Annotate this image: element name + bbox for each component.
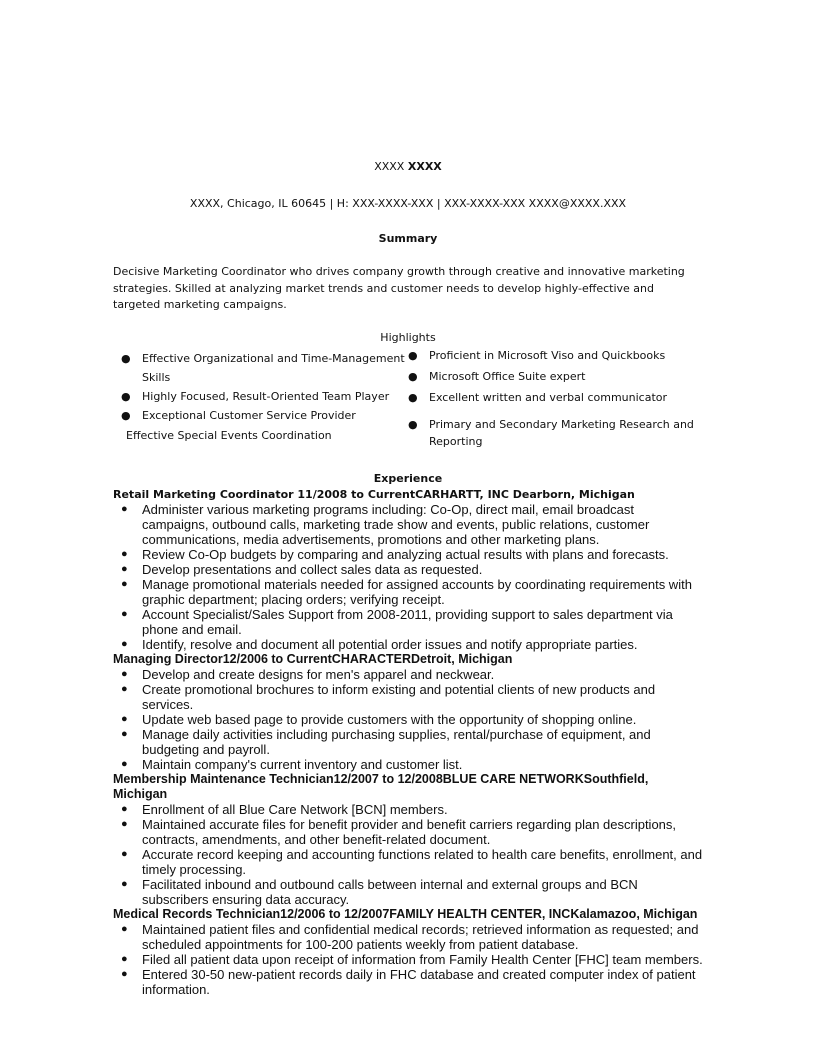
- bullet-icon: ●: [121, 390, 131, 403]
- duty-text: Maintained accurate files for benefit provider and benefit carriers regarding plan descriptions, contracts, amendments, and other benefit-related document.: [142, 817, 677, 847]
- highlight-item: [121, 349, 406, 387]
- candidate-name: [0, 160, 816, 173]
- highlight-plain: Effective Special Events Coordination: [126, 429, 332, 442]
- highlight-text: Excellent written and verbal communicator: [429, 391, 668, 404]
- job-entry: [113, 652, 703, 772]
- highlight-item: [121, 406, 406, 425]
- bullet-icon: ●: [121, 713, 128, 725]
- job-duties: [113, 802, 703, 907]
- duty-text: Filed all patient data upon receipt of information from Family Health Center [FHC] team members.: [142, 952, 703, 967]
- duty-item: [113, 712, 703, 727]
- job-duties: [113, 922, 703, 997]
- bullet-icon: ●: [121, 668, 128, 680]
- bullet-icon: ●: [121, 803, 128, 815]
- duty-item: [113, 967, 703, 997]
- duty-item: [113, 817, 703, 847]
- duty-item: [113, 727, 703, 757]
- duty-text: Maintained patient files and confidential medical records; retrieved information as requested; and scheduled appointments for 100-200 patients weekly from patient database.: [142, 922, 699, 952]
- bullet-icon: ●: [121, 352, 131, 365]
- duty-text: Develop and create designs for men's apparel and neckwear.: [142, 667, 495, 682]
- duty-text: Manage promotional materials needed for assigned accounts by coordinating requirements with graphic department; placing orders; verifying receipt.: [142, 577, 692, 607]
- highlights-left-column: [121, 349, 406, 425]
- job-entry: [113, 772, 703, 907]
- duty-item: [113, 682, 703, 712]
- highlights-right-column: [408, 347, 698, 454]
- highlight-text: Primary and Secondary Marketing Research and Reporting: [429, 418, 694, 448]
- duty-item: [113, 757, 703, 772]
- duty-item: [113, 607, 703, 637]
- bullet-icon: ●: [121, 848, 128, 860]
- bullet-icon: ●: [121, 409, 131, 422]
- highlight-text: Exceptional Customer Service Provider: [142, 409, 356, 422]
- job-title: Retail Marketing Coordinator 11/2008 to CurrentCARHARTT, INC Dearborn, Michigan: [113, 488, 635, 501]
- highlight-text: Proficient in Microsoft Viso and Quickbooks: [429, 349, 666, 362]
- first-name: XXXX: [374, 160, 405, 173]
- bullet-icon: ●: [121, 683, 128, 695]
- duty-item: [113, 577, 703, 607]
- duty-item: [113, 802, 703, 817]
- last-name: XXXX: [407, 160, 442, 173]
- bullet-icon: ●: [121, 638, 128, 650]
- job-title: Managing Director12/2006 to CurrentCHARACTERDetroit, Michigan: [113, 652, 513, 666]
- bullet-icon: ●: [408, 349, 418, 362]
- duty-text: Develop presentations and collect sales data as requested.: [142, 562, 483, 577]
- job-duties: [113, 502, 703, 652]
- bullet-icon: ●: [121, 563, 128, 575]
- highlight-item: [408, 347, 698, 364]
- duty-item: [113, 562, 703, 577]
- duty-text: Review Co-Op budgets by comparing and analyzing actual results with plans and forecasts.: [142, 547, 669, 562]
- bullet-icon: ●: [121, 608, 128, 620]
- contact-line: XXXX, Chicago, IL 60645 | H: XXX-XXXX-XXX | XXX-XXXX-XXX XXXX@XXXX.XXX: [189, 197, 627, 210]
- duty-item: [113, 637, 703, 652]
- duty-text: Manage daily activities including purchasing supplies, rental/purchase of equipment, and budgeting and payroll.: [142, 727, 651, 757]
- bullet-icon: ●: [121, 548, 128, 560]
- job-entry: [113, 907, 703, 997]
- job-title: Membership Maintenance Technician12/2007 to 12/2008BLUE CARE NETWORKSouthfield, Michigan: [113, 772, 649, 801]
- duty-text: Account Specialist/Sales Support from 2008-2011, providing support to sales department via phone and email.: [142, 607, 673, 637]
- highlight-text: Microsoft Office Suite expert: [429, 370, 586, 383]
- duty-text: Create promotional brochures to inform existing and potential clients of new products and services.: [142, 682, 656, 712]
- duty-text: Facilitated inbound and outbound calls between internal and external groups and BCN subscribers ensuring data accuracy.: [142, 877, 638, 907]
- duty-text: Update web based page to provide customers with the opportunity of shopping online.: [142, 712, 637, 727]
- duty-item: [113, 877, 703, 907]
- bullet-icon: ●: [121, 923, 128, 935]
- job-title: Medical Records Technician12/2006 to 12/2007FAMILY HEALTH CENTER, INCKalamazoo, Michigan: [113, 907, 698, 921]
- bullet-icon: ●: [121, 758, 128, 770]
- bullet-icon: ●: [121, 968, 128, 980]
- bullet-icon: ●: [408, 370, 418, 383]
- bullet-icon: ●: [121, 818, 128, 830]
- duty-text: Entered 30-50 new-patient records daily in FHC database and created computer index of patient information.: [142, 967, 696, 997]
- duty-item: [113, 547, 703, 562]
- duty-item: [113, 847, 703, 877]
- duty-text: Identify, resolve and document all potential order issues and notify appropriate parties.: [142, 637, 638, 652]
- duty-item: [113, 952, 703, 967]
- bullet-icon: ●: [121, 728, 128, 740]
- bullet-icon: ●: [121, 503, 128, 515]
- highlight-text: Effective Organizational and Time-Management Skills: [142, 352, 405, 384]
- experience-section: [113, 488, 703, 997]
- bullet-icon: ●: [408, 418, 418, 431]
- duty-text: Enrollment of all Blue Care Network [BCN] members.: [142, 802, 448, 817]
- duty-item: [113, 502, 703, 547]
- highlight-item: [408, 368, 698, 385]
- bullet-icon: ●: [121, 878, 128, 890]
- duty-text: Maintain company's current inventory and customer list.: [142, 757, 463, 772]
- bullet-icon: ●: [121, 578, 128, 590]
- highlight-text: Highly Focused, Result-Oriented Team Player: [142, 390, 390, 403]
- highlight-item: [408, 416, 698, 450]
- bullet-icon: ●: [121, 953, 128, 965]
- duty-item: [113, 922, 703, 952]
- summary-text: Decisive Marketing Coordinator who drives company growth through creative and innovative marketing strategies. Skilled at analyzing market trends and customer needs to develop highly-effective and targeted marketing campaigns.: [113, 265, 685, 311]
- highlight-item: [408, 389, 698, 406]
- duty-text: Administer various marketing programs including: Co-Op, direct mail, email broadcast campaigns, outbound calls, marketing trade show and events, public relations, customer communications, media advertisements, promotions and other marketing plans.: [142, 502, 650, 547]
- highlight-item: [121, 387, 406, 406]
- job-entry: [113, 488, 703, 652]
- experience-heading: Experience: [373, 472, 443, 485]
- highlights-heading: Highlights: [380, 331, 436, 344]
- bullet-icon: ●: [408, 391, 418, 404]
- summary-heading: Summary: [378, 232, 438, 245]
- duty-text: Accurate record keeping and accounting functions related to health care benefits, enrollment, and timely processing.: [142, 847, 703, 877]
- duty-item: [113, 667, 703, 682]
- job-duties: [113, 667, 703, 772]
